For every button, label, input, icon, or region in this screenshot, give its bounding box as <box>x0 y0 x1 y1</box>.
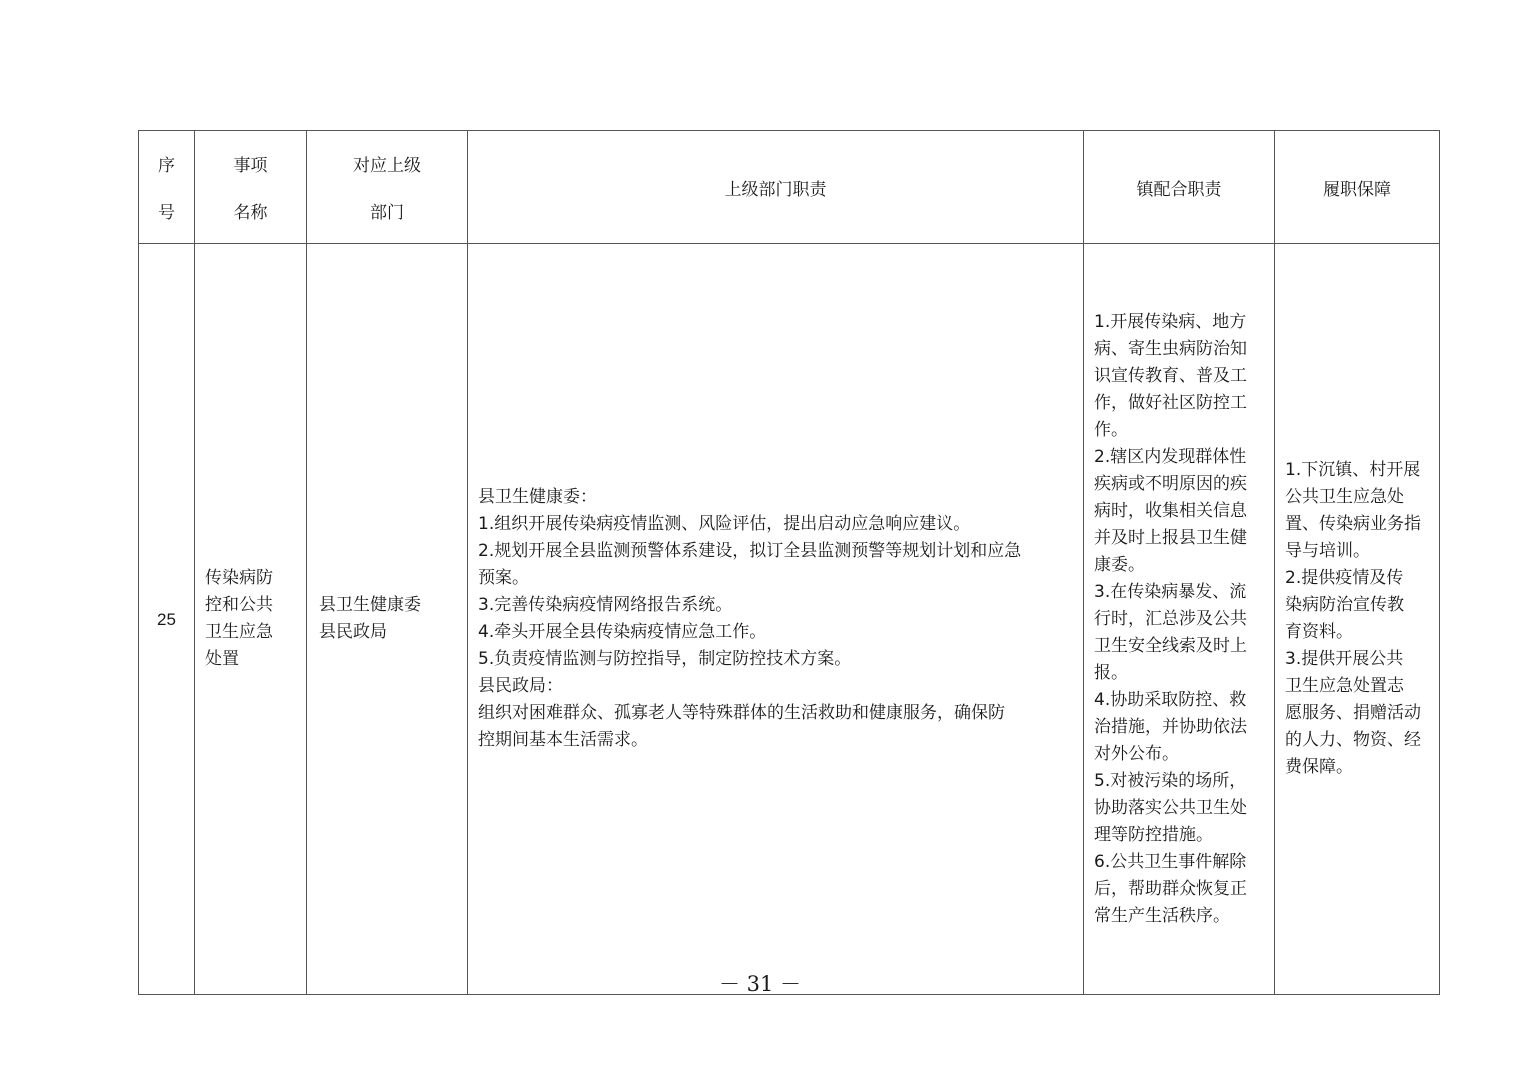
town-duty-line: 作。 <box>1094 419 1128 440</box>
town-duty-line: 5.对被污染的场所， <box>1094 770 1247 791</box>
page-number: － 31 － <box>718 972 802 996</box>
responsibility-table <box>138 130 1440 995</box>
town-duty-line: 治措施，并协助依法 <box>1094 716 1247 737</box>
guarantee-line: 育资料。 <box>1285 622 1353 643</box>
town-duty-line: 协助落实公共卫生处 <box>1094 797 1247 818</box>
header-row <box>139 131 1440 244</box>
upper-duty-line: 2.规划开展全县监测预警体系建设，拟订全县监测预警等规划计划和应急 <box>478 541 1022 562</box>
header-seq-line-2: 号 <box>158 203 175 224</box>
town-duty-line: 识宣传教育、普及工 <box>1094 365 1247 386</box>
header-upper-dept-line-1: 对应上级 <box>353 156 421 177</box>
upper-duty-line: 5.负责疫情监测与防控指导，制定防控技术方案。 <box>478 649 852 670</box>
town-duty-line: 3.在传染病暴发、流 <box>1094 581 1247 602</box>
upper-duty-line: 组织对困难群众、孤寡老人等特殊群体的生活救助和健康服务，确保防 <box>478 703 1005 724</box>
town-duty-line: 对外公布。 <box>1094 743 1179 764</box>
header-seq-line-1: 序 <box>158 156 175 177</box>
upper-duty-line: 县卫生健康委： <box>478 487 597 508</box>
town-duty-line: 康委。 <box>1094 554 1145 575</box>
guarantee-line: 公共卫生应急处 <box>1285 487 1404 508</box>
upper-duty-line: 控期间基本生活需求。 <box>478 730 648 751</box>
row-upper-dept <box>307 244 468 995</box>
row-item-name <box>195 244 307 995</box>
guarantee-line: 染病防治宣传教 <box>1285 595 1404 616</box>
town-duty-line: 疾病或不明原因的疾 <box>1094 473 1247 494</box>
header-upper-duty: 上级部门职责 <box>468 131 1084 244</box>
town-duty-line: 2.辖区内发现群体性 <box>1094 446 1247 467</box>
row-upper-duty <box>468 244 1084 995</box>
header-guarantee: 履职保障 <box>1275 131 1440 244</box>
town-duty-line: 常生产生活秩序。 <box>1094 905 1230 926</box>
town-duty-line: 病时，收集相关信息 <box>1094 500 1247 521</box>
item-name-line: 卫生应急 <box>205 622 273 643</box>
upper-duty-line: 4.牵头开展全县传染病疫情应急工作。 <box>478 622 767 643</box>
upper-duty-line: 1.组织开展传染病疫情监测、风险评估，提出启动应急响应建议。 <box>478 514 971 535</box>
town-duty-line: 报。 <box>1094 662 1128 683</box>
header-seq <box>139 131 195 244</box>
guarantee-line: 愿服务、捐赠活动 <box>1285 703 1421 724</box>
table-row <box>139 244 1440 995</box>
guarantee-line: 的人力、物资、经 <box>1285 730 1421 751</box>
row-town-duty <box>1084 244 1275 995</box>
guarantee-line: 导与培训。 <box>1285 541 1370 562</box>
guarantee-line: 1.下沉镇、村开展 <box>1285 460 1421 481</box>
town-duty-line: 4.协助采取防控、救 <box>1094 689 1247 710</box>
town-duty-line: 病、寄生虫病防治知 <box>1094 338 1247 359</box>
town-duty-line: 行时，汇总涉及公共 <box>1094 608 1247 629</box>
upper-dept-line: 县民政局 <box>319 622 387 643</box>
upper-dept-line: 县卫生健康委 <box>319 595 421 616</box>
town-duty-line: 后，帮助群众恢复正 <box>1094 878 1247 899</box>
header-item-name <box>195 131 307 244</box>
town-duty-line: 1.开展传染病、地方 <box>1094 311 1247 332</box>
guarantee-line: 2.提供疫情及传 <box>1285 568 1404 589</box>
item-name-line: 处置 <box>205 649 239 670</box>
header-item-name-line-2: 名称 <box>233 203 268 224</box>
item-name-line: 传染病防 <box>205 568 273 589</box>
town-duty-line: 6.公共卫生事件解除 <box>1094 851 1247 872</box>
town-duty-line: 卫生安全线索及时上 <box>1094 635 1247 656</box>
upper-duty-line: 县民政局： <box>478 676 563 697</box>
row-guarantee <box>1275 244 1440 995</box>
upper-duty-line: 预案。 <box>478 568 529 589</box>
header-upper-dept <box>307 131 468 244</box>
item-name-line: 控和公共 <box>205 595 273 616</box>
header-town-duty: 镇配合职责 <box>1084 131 1275 244</box>
guarantee-line: 费保障。 <box>1285 757 1353 778</box>
town-duty-line: 并及时上报县卫生健 <box>1094 527 1247 548</box>
guarantee-line: 3.提供开展公共 <box>1285 649 1404 670</box>
guarantee-line: 置、传染病业务指 <box>1285 514 1421 535</box>
guarantee-line: 卫生应急处置志 <box>1285 676 1404 697</box>
header-upper-dept-line-2: 部门 <box>370 203 404 224</box>
header-item-name-line-1: 事项 <box>233 156 268 177</box>
town-duty-line: 作，做好社区防控工 <box>1094 392 1247 413</box>
row-seq: 25 <box>139 244 195 995</box>
town-duty-line: 理等防控措施。 <box>1094 824 1213 845</box>
upper-duty-line: 3.完善传染病疫情网络报告系统。 <box>478 595 733 616</box>
